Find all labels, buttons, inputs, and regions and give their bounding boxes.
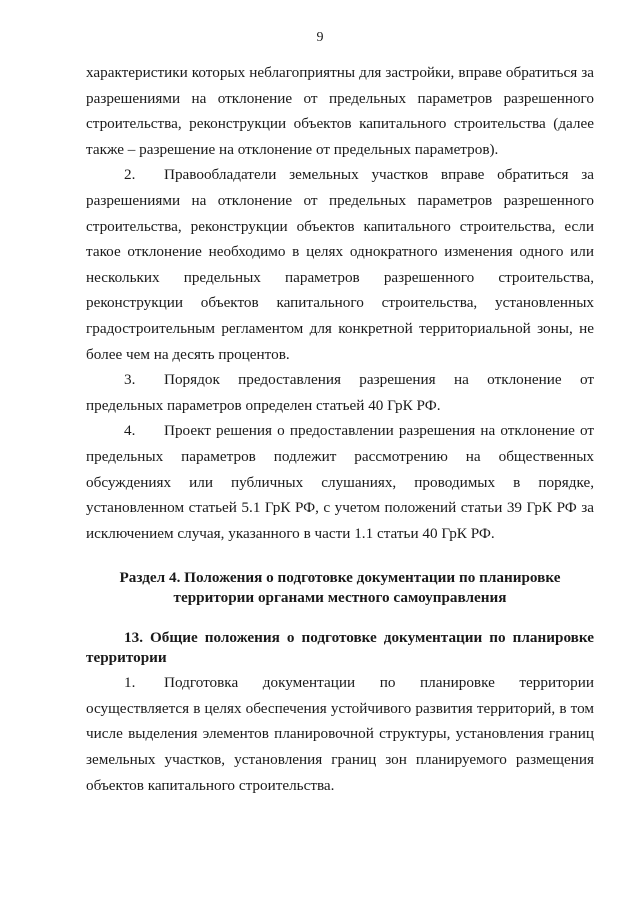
item-text: Правообладатели земельных участков вправе обратиться за разрешениями на отклонение от предельных параметров разрешенного строительства, реконструкции объектов капитального строительства, если такое отклонение необходимо в целях однократного изменения одного или нескольких предельных параметров разрешенного строительства, реконструкции объектов капитального строительства, установленных градостроительным регламентом для конкретной территориальной зоны, не более чем на десять процентов. — [86, 166, 594, 363]
item-number: 3. — [124, 371, 136, 389]
item-text: Подготовка документации по планировке территории осуществляется в целях обеспечения устойчивого развития территорий, в том числе выделения элементов планировочной структуры, установления границ земельных участков, установления границ зон планируемого размещения объектов капитального строительства. — [86, 674, 594, 794]
list-item-3 — [86, 367, 594, 418]
article-heading: 13. Общие положения о подготовке документации по планировке территории — [86, 629, 594, 667]
document-body — [86, 60, 594, 798]
item-text: Проект решения о предоставлении разрешения на отклонение от предельных параметров подлежит рассмотрению на общественных обсуждениях или публичных слушаниях, проводимых в порядке, установленном статьей 5.1 ГрК РФ, с учетом положений статьи 39 ГрК РФ за исключением случая, указанного в части 1.1 статьи 40 ГрК РФ. — [86, 422, 594, 542]
list-item-1 — [86, 670, 594, 798]
list-item-4 — [86, 418, 594, 546]
page-number: 9 — [316, 30, 324, 45]
item-number: 4. — [124, 422, 136, 440]
list-item-2 — [86, 162, 594, 367]
section-heading — [86, 568, 594, 608]
item-text: Порядок предоставления разрешения на отклонение от предельных параметров определен статьей 40 ГрК РФ. — [86, 371, 594, 414]
section-heading-line-2: территории органами местного самоуправления — [173, 589, 507, 607]
continued-paragraph: характеристики которых неблагоприятны для застройки, вправе обратиться за разрешениями на отклонение от предельных параметров разрешенного строительства, реконструкции объектов капитального строительства (далее также – разрешение на отклонение от предельных параметров). — [86, 64, 594, 158]
section-heading-line-1: Раздел 4. Положения о подготовке документации по планировке — [119, 569, 561, 587]
item-number: 1. — [124, 674, 136, 692]
item-number: 2. — [124, 166, 136, 184]
